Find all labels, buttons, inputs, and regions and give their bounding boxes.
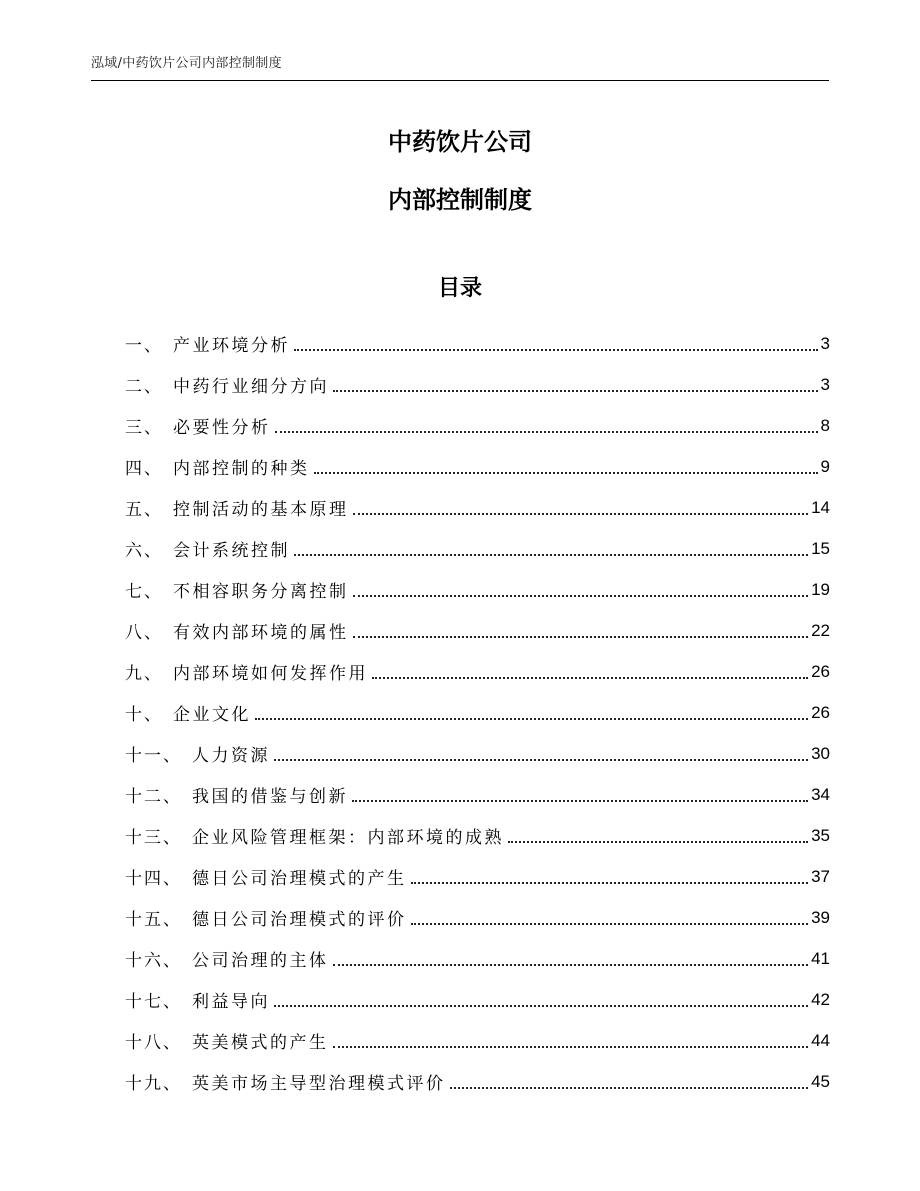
toc-dot-leader bbox=[508, 840, 808, 843]
toc-entry-page: 30 bbox=[811, 743, 830, 763]
toc-entry[interactable] bbox=[125, 405, 830, 446]
toc-entry-page: 39 bbox=[811, 907, 830, 927]
toc-entry-title: 内部控制的种类 bbox=[173, 459, 310, 479]
toc-entry-title: 企业风险管理框架：内部环境的成熟 bbox=[192, 828, 504, 848]
toc-entry-title: 有效内部环境的属性 bbox=[173, 623, 349, 643]
toc-entry-number: 七、 bbox=[125, 582, 163, 602]
toc-entry-title: 人力资源 bbox=[192, 746, 270, 766]
toc-entry-title: 产业环境分析 bbox=[173, 336, 290, 356]
toc-dot-leader bbox=[352, 799, 808, 802]
toc-entry-page: 9 bbox=[820, 456, 830, 476]
toc-dot-leader bbox=[274, 758, 808, 761]
toc-dot-leader bbox=[411, 881, 809, 884]
toc-entry[interactable] bbox=[125, 733, 830, 774]
toc-entry-page: 41 bbox=[811, 948, 830, 968]
toc-entry-page: 8 bbox=[820, 415, 830, 435]
toc-dot-leader bbox=[353, 635, 809, 638]
toc-entry-number: 四、 bbox=[125, 459, 163, 479]
toc-entry-page: 26 bbox=[811, 661, 830, 681]
toc-entry-title: 公司治理的主体 bbox=[192, 951, 329, 971]
toc-entry-number: 五、 bbox=[125, 500, 163, 520]
toc-entry[interactable] bbox=[125, 1020, 830, 1061]
toc-entry[interactable] bbox=[125, 610, 830, 651]
toc-entry[interactable] bbox=[125, 774, 830, 815]
toc-entry-page: 44 bbox=[811, 1030, 830, 1050]
toc-dot-leader bbox=[274, 1004, 808, 1007]
toc-entry-number: 十五、 bbox=[125, 910, 182, 930]
toc-entry-title: 中药行业细分方向 bbox=[173, 377, 329, 397]
toc-entry-title: 企业文化 bbox=[173, 705, 251, 725]
toc-entry[interactable] bbox=[125, 446, 830, 487]
toc-dot-leader bbox=[411, 922, 809, 925]
toc-entry-number: 十一、 bbox=[125, 746, 182, 766]
toc-entry-page: 34 bbox=[811, 784, 830, 804]
toc-entry[interactable] bbox=[125, 856, 830, 897]
toc-heading: 目录 bbox=[437, 276, 482, 301]
toc-dot-leader bbox=[314, 471, 818, 474]
toc-entry-page: 26 bbox=[811, 702, 830, 722]
toc-dot-leader bbox=[450, 1086, 809, 1089]
toc-entry[interactable] bbox=[125, 651, 830, 692]
toc-entry-number: 六、 bbox=[125, 541, 163, 561]
toc-entry[interactable] bbox=[125, 487, 830, 528]
toc-entry-page: 37 bbox=[811, 866, 830, 886]
toc-entry-number: 十三、 bbox=[125, 828, 182, 848]
toc-entry[interactable] bbox=[125, 938, 830, 979]
toc-entry-title: 必要性分析 bbox=[173, 418, 271, 438]
toc-entry[interactable] bbox=[125, 569, 830, 610]
toc-entry-title: 利益导向 bbox=[192, 992, 270, 1012]
toc-entry[interactable] bbox=[125, 692, 830, 733]
toc-entry-title: 英美市场主导型治理模式评价 bbox=[192, 1074, 446, 1094]
table-of-contents bbox=[125, 323, 830, 1102]
toc-entry-page: 42 bbox=[811, 989, 830, 1009]
toc-entry-number: 十四、 bbox=[125, 869, 182, 889]
toc-entry-title: 内部环境如何发挥作用 bbox=[173, 664, 368, 684]
toc-entry-page: 3 bbox=[820, 333, 830, 353]
toc-entry-page: 45 bbox=[811, 1071, 830, 1091]
toc-dot-leader bbox=[294, 348, 818, 351]
toc-entry-number: 二、 bbox=[125, 377, 163, 397]
toc-entry[interactable] bbox=[125, 364, 830, 405]
running-header: 泓域/中药饮片公司内部控制制度 bbox=[91, 56, 282, 71]
toc-entry-title: 德日公司治理模式的产生 bbox=[192, 869, 407, 889]
toc-entry-number: 十二、 bbox=[125, 787, 182, 807]
toc-entry[interactable] bbox=[125, 979, 830, 1020]
header-rule bbox=[91, 80, 829, 81]
toc-entry-page: 14 bbox=[811, 497, 830, 517]
toc-entry[interactable] bbox=[125, 897, 830, 938]
toc-entry-number: 十七、 bbox=[125, 992, 182, 1012]
toc-entry-title: 英美模式的产生 bbox=[192, 1033, 329, 1053]
toc-dot-leader bbox=[333, 963, 809, 966]
toc-entry-page: 3 bbox=[820, 374, 830, 394]
toc-entry-number: 八、 bbox=[125, 623, 163, 643]
toc-entry-page: 15 bbox=[811, 538, 830, 558]
toc-entry-title: 会计系统控制 bbox=[173, 541, 290, 561]
toc-entry-number: 十九、 bbox=[125, 1074, 182, 1094]
toc-entry-number: 十、 bbox=[125, 705, 163, 725]
toc-entry-number: 九、 bbox=[125, 664, 163, 684]
toc-dot-leader bbox=[255, 717, 808, 720]
toc-entry-title: 我国的借鉴与创新 bbox=[192, 787, 348, 807]
toc-entry[interactable] bbox=[125, 1061, 830, 1102]
toc-entry-number: 一、 bbox=[125, 336, 163, 356]
toc-entry-number: 三、 bbox=[125, 418, 163, 438]
toc-entry-page: 19 bbox=[811, 579, 830, 599]
toc-entry-title: 德日公司治理模式的评价 bbox=[192, 910, 407, 930]
toc-dot-leader bbox=[372, 676, 808, 679]
toc-entry-number: 十八、 bbox=[125, 1033, 182, 1053]
toc-entry-number: 十六、 bbox=[125, 951, 182, 971]
toc-entry[interactable] bbox=[125, 528, 830, 569]
toc-entry-page: 35 bbox=[811, 825, 830, 845]
document-title-line2: 内部控制制度 bbox=[388, 186, 532, 214]
toc-dot-leader bbox=[353, 594, 809, 597]
toc-entry-title: 不相容职务分离控制 bbox=[173, 582, 349, 602]
toc-entry[interactable] bbox=[125, 323, 830, 364]
toc-entry[interactable] bbox=[125, 815, 830, 856]
toc-dot-leader bbox=[333, 389, 818, 392]
toc-dot-leader bbox=[275, 430, 818, 433]
toc-entry-page: 22 bbox=[811, 620, 830, 640]
document-title-line1: 中药饮片公司 bbox=[388, 128, 532, 156]
toc-dot-leader bbox=[333, 1045, 809, 1048]
toc-dot-leader bbox=[353, 512, 809, 515]
toc-entry-title: 控制活动的基本原理 bbox=[173, 500, 349, 520]
toc-dot-leader bbox=[294, 553, 808, 556]
